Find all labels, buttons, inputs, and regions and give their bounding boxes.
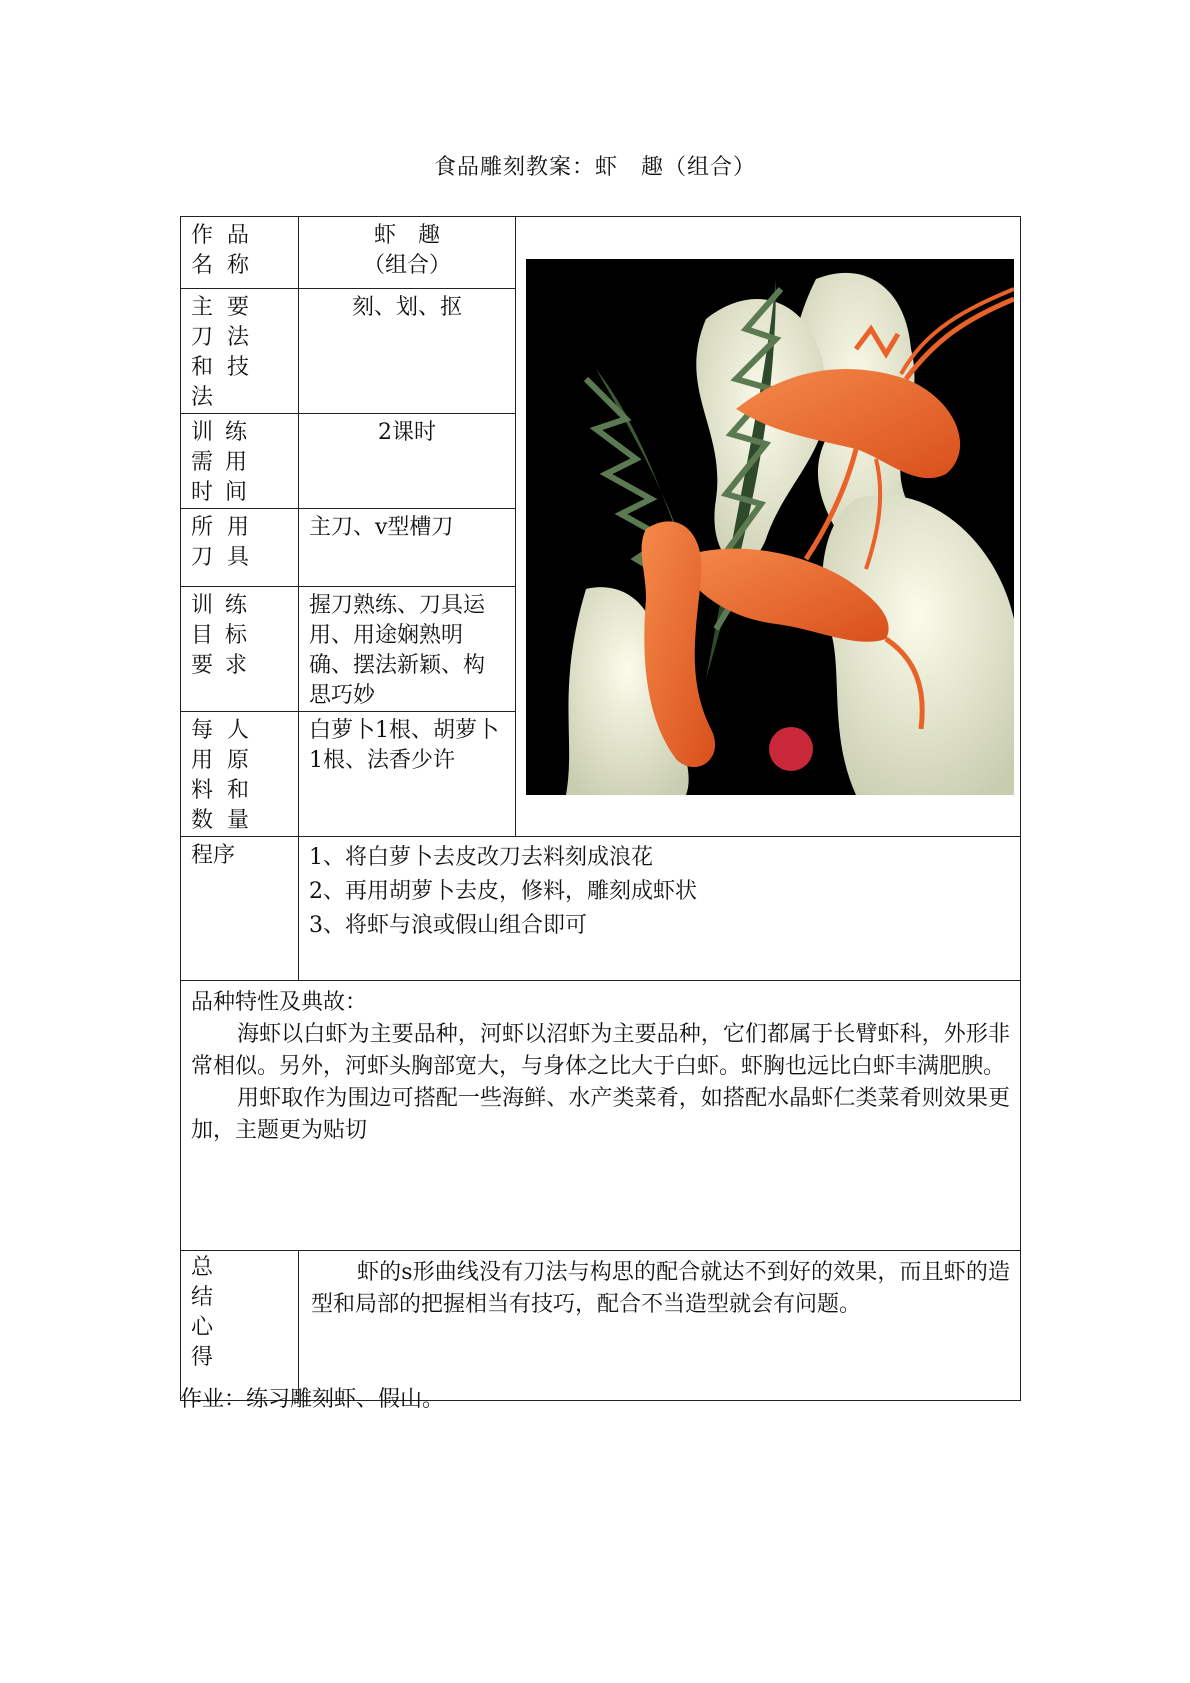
material-label-text: 每人用原料和数量 — [191, 718, 264, 833]
goal-label — [181, 587, 299, 712]
row-procedure — [181, 837, 1021, 981]
name-label-text: 作品名称 — [191, 223, 264, 278]
time-value: 2课时 — [299, 414, 516, 509]
name-value — [299, 217, 516, 289]
row-summary — [181, 1251, 1021, 1401]
name-label — [181, 217, 299, 289]
time-label — [181, 414, 299, 509]
technique-value: 刻、划、抠 — [299, 289, 516, 414]
procedure-steps — [299, 837, 1021, 981]
name-value-line1: 虾 趣 — [373, 223, 440, 248]
summary-label-char: 得 — [191, 1345, 214, 1370]
photo-cell — [516, 217, 1021, 837]
homework-note: 作业：练习雕刻虾、假山。 — [180, 1387, 445, 1412]
traits-paragraph: 用虾取作为围边可搭配一些海鲜、水产类菜肴，如搭配水晶虾仁类菜肴则效果更加，主题更为贴切 — [191, 1086, 1010, 1143]
procedure-step: 2、再用胡萝卜去皮，修料，雕刻成虾状 — [309, 879, 697, 904]
tools-value: 主刀、v型槽刀 — [299, 509, 516, 587]
tools-label — [181, 509, 299, 587]
tools-label-text: 所用刀具 — [191, 515, 264, 570]
lesson-plan-table — [180, 216, 1021, 1401]
summary-label — [181, 1251, 299, 1401]
time-label-text: 训练需用时间 — [191, 420, 260, 505]
procedure-label: 程序 — [181, 837, 299, 981]
summary-label-char: 结 — [191, 1285, 214, 1310]
procedure-step: 3、将虾与浪或假山组合即可 — [309, 913, 587, 938]
carved-shrimp-illustration — [526, 259, 1014, 795]
traits-heading: 品种特性及典故： — [191, 990, 368, 1015]
row-traits — [181, 981, 1021, 1251]
row-name — [181, 217, 1021, 289]
summary-text: 虾的s形曲线没有刀法与构思的配合就达不到好的效果，而且虾的造型和局部的把握相当有技巧，配合不当造型就会有问题。 — [311, 1260, 1010, 1317]
goal-value: 握刀熟练、刀具运用、用途娴熟明确、摆法新颖、构思巧妙 — [299, 587, 516, 712]
traits-paragraph: 海虾以白虾为主要品种，河虾以沼虾为主要品种，它们都属于长臂虾科，外形非常相似。另外，河虾头胸部宽大，与身体之比大于白虾。虾胸也远比白虾丰满肥腴。 — [191, 1022, 1010, 1079]
traits-cell — [181, 981, 1021, 1251]
material-value: 白萝卜1根、胡萝卜1根、法香少许 — [299, 712, 516, 837]
goal-label-text: 训练目标要求 — [191, 593, 260, 678]
technique-label-text: 主要刀法和技法 — [191, 295, 264, 410]
carved-shrimp-photo — [526, 259, 1014, 795]
procedure-step: 1、将白萝卜去皮改刀去料刻成浪花 — [309, 845, 653, 870]
summary-label-char: 心 — [191, 1315, 214, 1340]
summary-value — [299, 1251, 1021, 1401]
page-title: 食品雕刻教案：虾 趣（组合） — [433, 155, 756, 180]
material-label — [181, 712, 299, 837]
name-value-line2: （组合） — [362, 253, 451, 278]
technique-label — [181, 289, 299, 414]
summary-label-char: 总 — [191, 1255, 214, 1280]
